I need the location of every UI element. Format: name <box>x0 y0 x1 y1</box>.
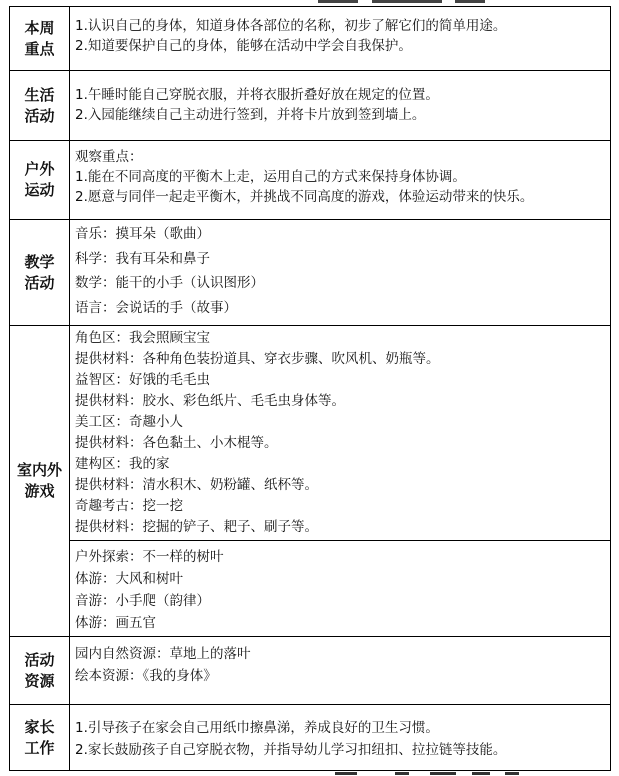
content-line: 体游：大风和树叶 <box>75 571 183 587</box>
row-label-focus <box>10 7 70 71</box>
label-line: 本周 <box>24 18 55 37</box>
label-line: 工作 <box>24 738 55 757</box>
label-line: 重点 <box>24 39 55 58</box>
content-line: 观察重点： <box>75 149 143 165</box>
label-line: 教学 <box>24 252 55 271</box>
content-line: 音游：小手爬（韵律） <box>75 593 210 609</box>
row-label-daily-life <box>10 71 70 141</box>
table-row <box>10 7 611 71</box>
content-line: 语言：会说话的手（故事） <box>75 299 237 316</box>
row-content-focus <box>70 7 611 71</box>
table-row <box>10 141 611 220</box>
content-line: 音乐：摸耳朵（歌曲） <box>75 226 210 242</box>
content-line: 提供材料：各色黏土、小木棍等。 <box>75 435 278 451</box>
table-row <box>10 705 611 771</box>
row-label-parents <box>10 705 70 771</box>
row-label-teaching <box>10 220 70 326</box>
table-row <box>10 220 611 326</box>
content-line: 2.入园能继续自己主动进行签到，并将卡片放到签到墙上。 <box>75 107 426 123</box>
row-content-parents <box>70 705 611 771</box>
content-line: 户外探索：不一样的树叶 <box>75 549 224 565</box>
row-label-games <box>10 326 70 637</box>
content-line: 2.知道要保护自己的身体，能够在活动中学会自我保护。 <box>75 38 412 54</box>
content-line: 提供材料：胶水、彩色纸片、毛毛虫身体等。 <box>75 393 345 409</box>
label-line: 活动 <box>24 650 55 669</box>
content-line: 1.能在不同高度的平衡木上走，运用自己的方式来保持身体协调。 <box>75 169 466 185</box>
label-line: 运动 <box>24 181 55 199</box>
content-line: 绘本资源：《我的身体》 <box>75 668 217 684</box>
content-line: 科学：我有耳朵和鼻子 <box>75 250 210 267</box>
row-label-outdoor-exercise <box>10 141 70 220</box>
table-row <box>10 541 611 637</box>
table-row <box>10 326 611 541</box>
content-line: 2.家长鼓励孩子自己穿脱衣物，并指导幼儿学习扣纽扣、拉拉链等技能。 <box>75 742 507 758</box>
content-line: 提供材料：清水积木、奶粉罐、纸杯等。 <box>75 477 318 493</box>
content-line: 美工区：奇趣小人 <box>75 414 183 430</box>
row-content-resources <box>70 637 611 705</box>
label-line: 活动 <box>24 106 55 125</box>
content-line: 奇趣考古：挖一挖 <box>75 498 183 514</box>
label-line: 室内外 <box>16 461 62 479</box>
content-line: 体游：画五官 <box>75 615 156 631</box>
content-line: 1.引导孩子在家会自己用纸巾擦鼻涕，养成良好的卫生习惯。 <box>75 720 439 736</box>
label-line: 生活 <box>24 85 55 104</box>
content-line: 益智区：好饿的毛毛虫 <box>75 372 210 388</box>
row-content-indoor-games <box>70 326 611 541</box>
content-line: 2.愿意与同伴一起走平衡木，并挑战不同高度的游戏，体验运动带来的快乐。 <box>75 189 534 205</box>
label-line: 户外 <box>24 160 55 178</box>
label-line: 资源 <box>24 671 55 690</box>
label-line: 家长 <box>24 717 55 736</box>
content-line: 建构区：我的家 <box>75 456 170 472</box>
content-line: 角色区：我会照顾宝宝 <box>75 330 210 346</box>
row-content-daily-life <box>70 71 611 141</box>
row-content-teaching <box>70 220 611 326</box>
table-row <box>10 71 611 141</box>
content-line: 园内自然资源：草地上的落叶 <box>75 646 251 662</box>
content-line: 提供材料：挖掘的铲子、耙子、刷子等。 <box>75 519 318 535</box>
table-row <box>10 637 611 705</box>
weekly-plan-table <box>9 6 611 771</box>
content-line: 1.认识自己的身体，知道身体各部位的名称，初步了解它们的简单用途。 <box>75 18 507 34</box>
content-line: 数学：能干的小手（认识图形） <box>75 275 264 291</box>
content-line: 提供材料：各种角色装扮道具、穿衣步骤、吹风机、奶瓶等。 <box>75 351 440 367</box>
row-label-resources <box>10 637 70 705</box>
label-line: 活动 <box>24 273 55 292</box>
content-line: 1.午睡时能自己穿脱衣服，并将衣服折叠好放在规定的位置。 <box>75 87 439 103</box>
row-content-outdoor-games <box>70 541 611 637</box>
row-content-outdoor-exercise <box>70 141 611 220</box>
cropped-text-bottom <box>0 771 619 776</box>
label-line: 游戏 <box>24 482 55 500</box>
